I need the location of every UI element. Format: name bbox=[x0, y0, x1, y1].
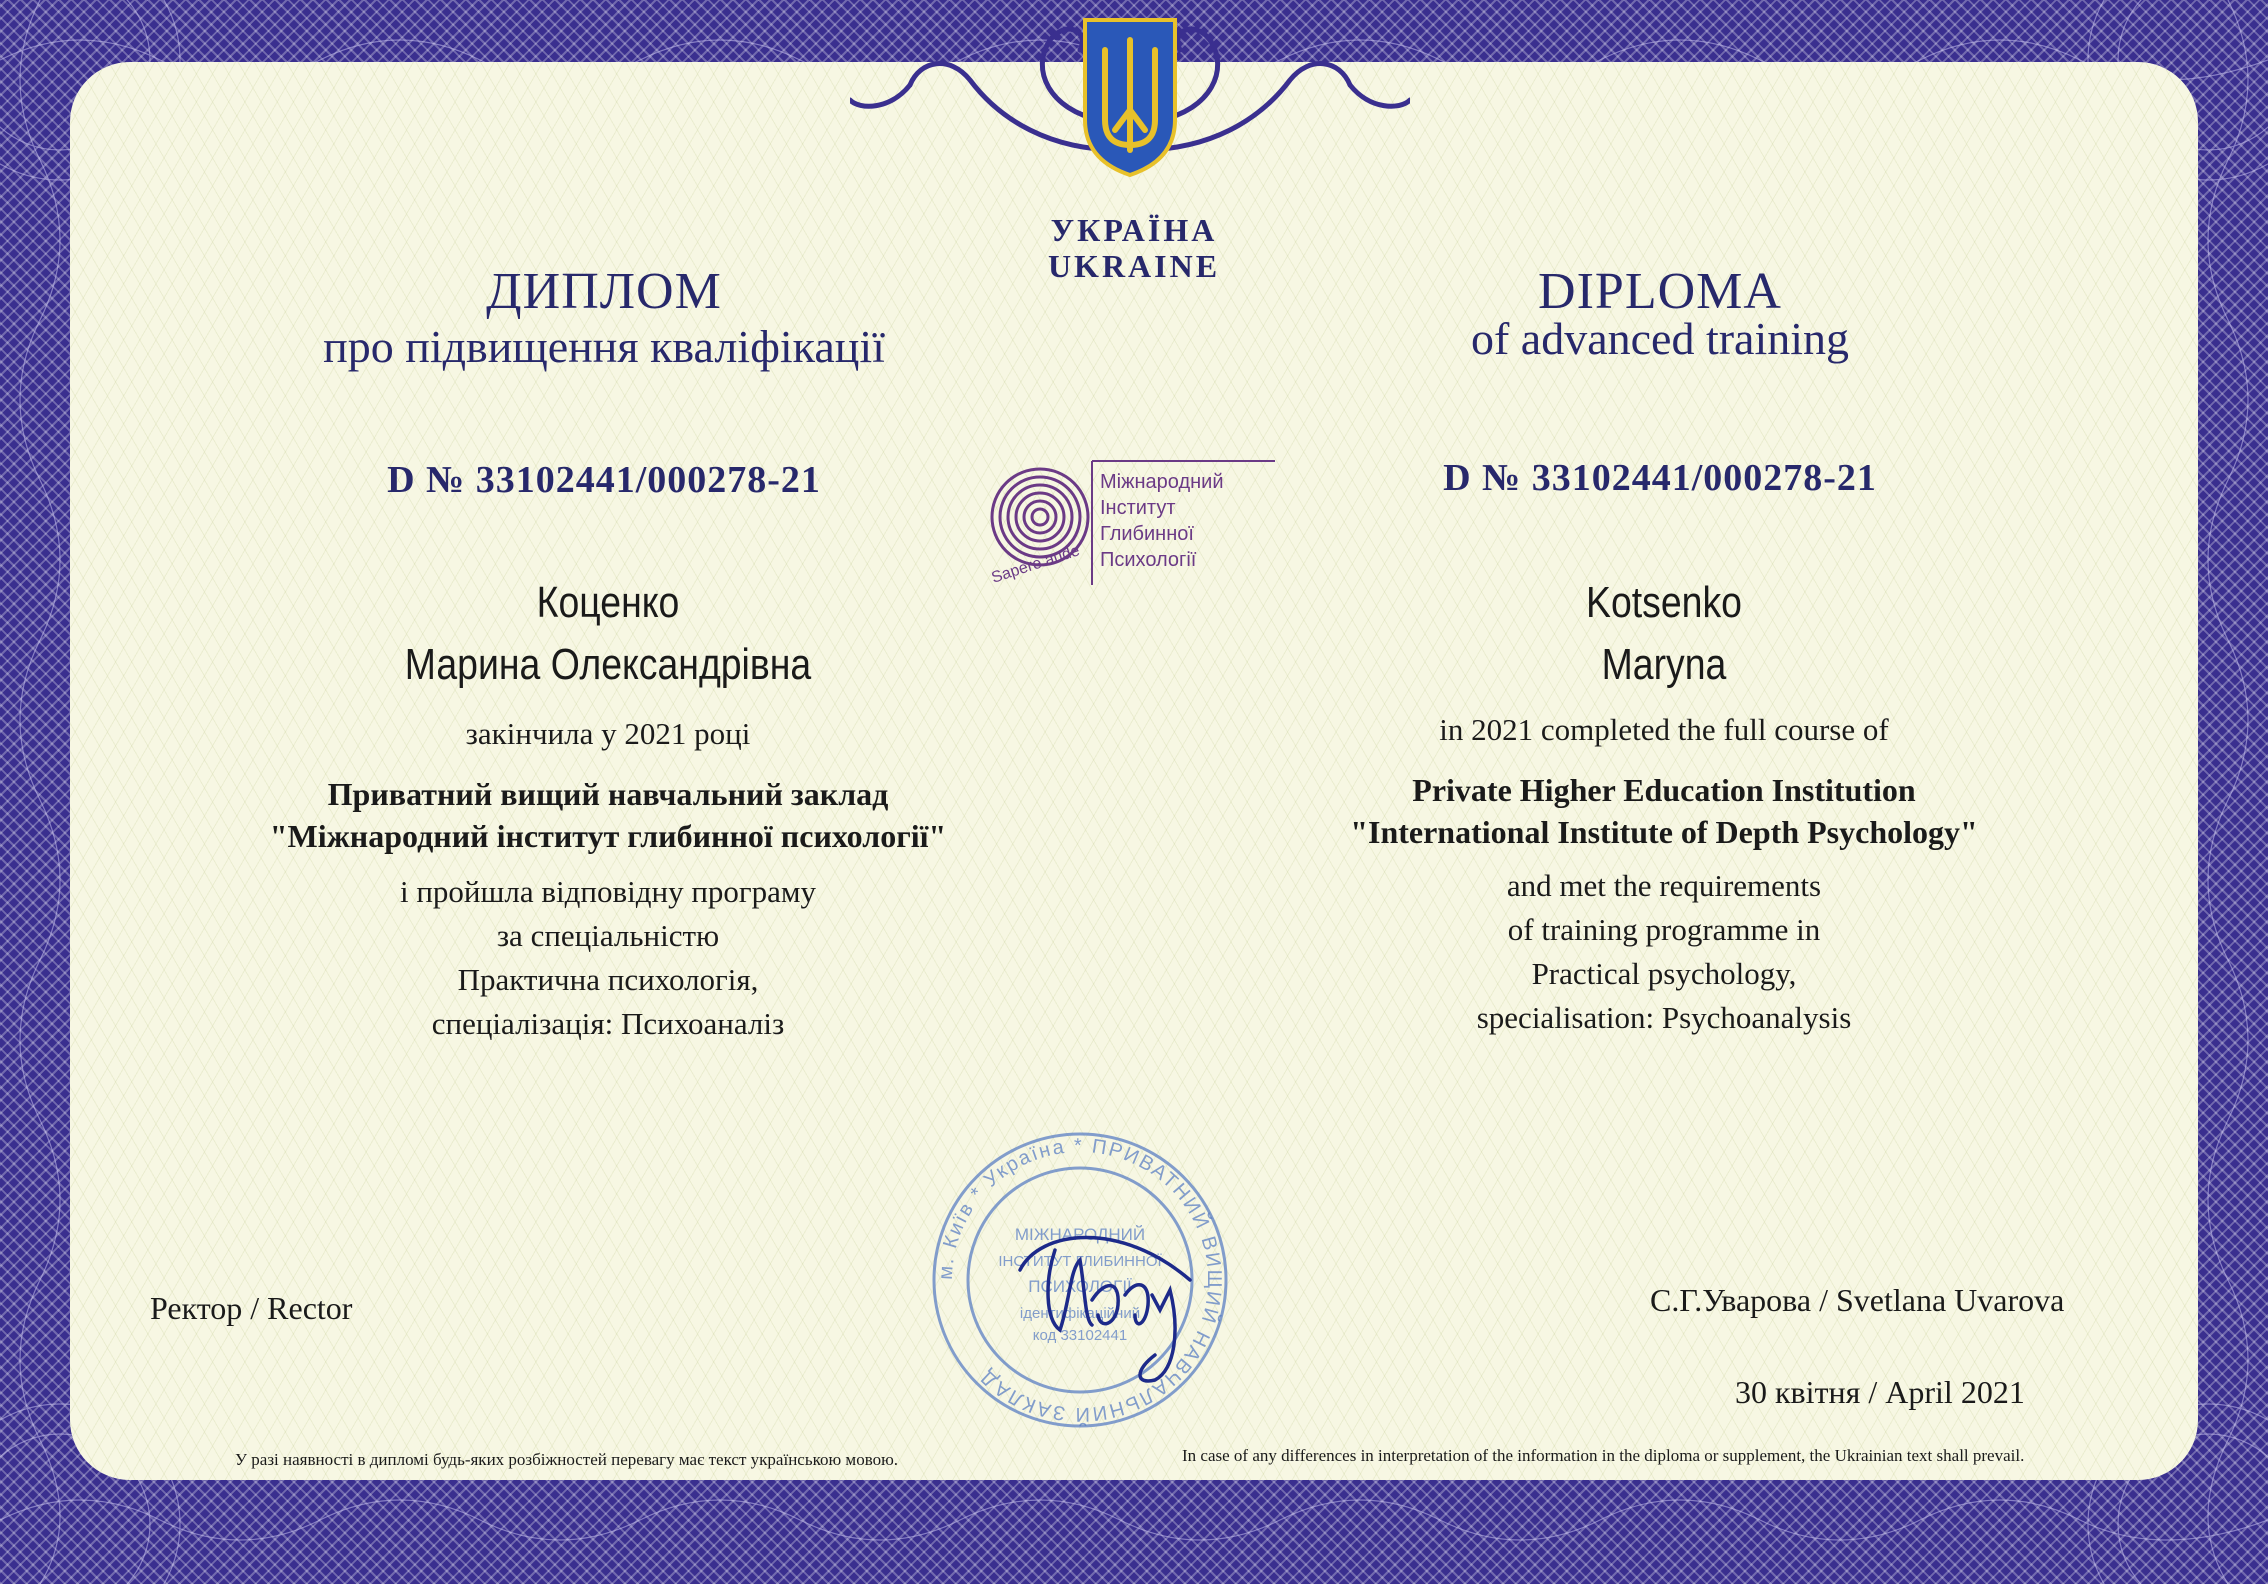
given-names-en: Maryna bbox=[1601, 640, 1727, 689]
institution-type-uk: Приватний вищий навчальний заклад bbox=[327, 776, 889, 812]
signer-title: Ректор / Rector bbox=[150, 1290, 353, 1326]
logo-motto: Sapere aude bbox=[989, 542, 1082, 587]
institution-name-uk: "Міжнародний інститут глибинної психології" bbox=[269, 818, 947, 854]
program-line-1-uk: і пройшла відповідну програму bbox=[399, 874, 817, 909]
given-names-uk: Марина Олександрівна bbox=[404, 640, 812, 689]
completed-uk: закінчила у 2021 році bbox=[465, 716, 751, 751]
diploma-number-uk: D № 33102441/000278-21 bbox=[387, 459, 821, 501]
surname-en: Kotsenko bbox=[1586, 578, 1742, 627]
completed-en: in 2021 completed the full course of bbox=[1439, 712, 1889, 747]
diploma-number-en: D № 33102441/000278-21 bbox=[1443, 457, 1877, 499]
surname-uk: Коценко bbox=[536, 578, 680, 627]
program-line-4-en: specialisation: Psychoanalysis bbox=[1476, 1000, 1852, 1035]
title-en: DIPLOMA bbox=[1538, 263, 1782, 320]
stamp-inner-line-4: ідентифікаційний bbox=[1019, 1305, 1141, 1322]
stamp-inner-line-2: ІНСТИТУТ ГЛИБИННОЇ bbox=[998, 1253, 1162, 1270]
stamp-inner-line-1: МІЖНАРОДНИЙ bbox=[1014, 1225, 1146, 1244]
issue-date: 30 квітня / April 2021 bbox=[1735, 1374, 2025, 1410]
institution-type-en: Private Higher Education Institution bbox=[1412, 772, 1916, 808]
institution-name-en: "International Institute of Depth Psychology" bbox=[1350, 814, 1978, 850]
country-name-en: UKRAINE bbox=[1047, 248, 1221, 284]
stamp-inner-line-5: код 33102441 bbox=[1032, 1327, 1128, 1344]
logo-line-3: Глибинної bbox=[1100, 523, 1194, 545]
logo-line-4: Психології bbox=[1100, 549, 1197, 571]
program-line-3-uk: Практична психологія, bbox=[457, 962, 759, 997]
program-line-1-en: and met the requirements bbox=[1506, 868, 1822, 903]
program-line-3-en: Practical psychology, bbox=[1531, 956, 1797, 991]
coat-of-arms-emblem bbox=[850, 0, 1410, 200]
official-stamp bbox=[920, 1130, 1240, 1430]
logo-line-1: Міжнародний bbox=[1100, 471, 1224, 493]
subtitle-uk: про підвищення кваліфікації bbox=[323, 321, 885, 372]
stamp-inner-line-3: ПСИХОЛОГІЇ bbox=[1028, 1277, 1132, 1296]
program-line-4-uk: спеціалізація: Психоаналіз bbox=[431, 1006, 785, 1041]
title-uk: ДИПЛОМ bbox=[486, 263, 722, 320]
subtitle-en: of advanced training bbox=[1470, 313, 1850, 364]
footnote-en: In case of any differences in interpretation of the information in the diploma or supplement, the Ukrainian text shall prevail. bbox=[1182, 1446, 2025, 1465]
country-name-uk: УКРАЇНА bbox=[1050, 212, 1218, 248]
program-line-2-en: of training programme in bbox=[1507, 912, 1821, 947]
logo-line-2: Інститут bbox=[1100, 497, 1176, 519]
program-line-2-uk: за спеціальністю bbox=[496, 918, 720, 953]
stamp-ring-text: м. Київ * Україна * ПРИВАТНИЙ ВИЩИЙ НАВЧАЛЬНИЙ ЗАКЛАД bbox=[934, 1134, 1226, 1426]
footnote-uk: У разі наявності в дипломі будь-яких розбіжностей перевагу має текст українською мовою. bbox=[235, 1450, 899, 1469]
signer-name: С.Г.Уварова / Svetlana Uvarova bbox=[1650, 1282, 2065, 1318]
